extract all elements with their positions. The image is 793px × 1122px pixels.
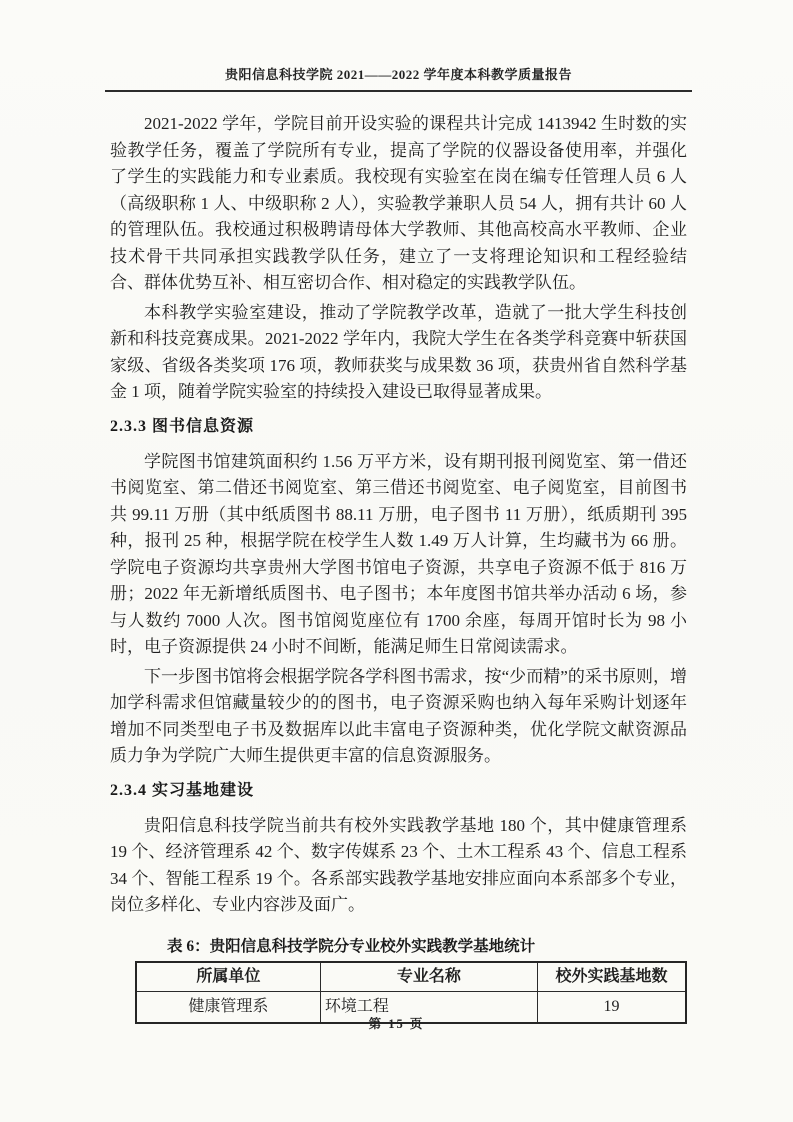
paragraph-practice-base: 贵阳信息科技学院当前共有校外实践教学基地 180 个，其中健康管理系 19 个、经济管理系 42 个、数字传媒系 23 个、土木工程系 43 个、信息工程系 34 个、智能工程系 19 个。各系部实践教学基地安排应面向本系部多个专业，岗位多样化、专业内容涉及面广。 (110, 815, 687, 914)
paragraph-library-plan: 下一步图书馆将会根据学院各学科图书需求，按“少而精”的采书原则，增加学科需求但馆藏量较少的的图书，电子资源采购也纳入每年采购计划逐年增加不同类型电子书及数据库以此丰富电子资源种类，优化学院文献资源品质力争为学院广大师生提供更丰富的信息资源服务。 (110, 666, 687, 765)
section-heading-practice-base: 2.3.4 实习基地建设 (110, 781, 255, 799)
running-header (110, 64, 687, 92)
page-number-label: 第 15 页 (368, 1017, 425, 1031)
table-block (110, 935, 687, 1024)
paragraph-lab-overview: 2021-2022 学年，学院目前开设实验的课程共计完成 1413942 生时数的实验教学任务，覆盖了学院所有专业，提高了学院的仪器设备使用率，并强化了学生的实践能力和专业素质。我校现有实验室在岗在编专任管理人员 6 人（高级职称 1 人、中级职称 2 人），实验教学兼职人员 54 人，拥有共计 60 人的管理队伍。我校通过积极聘请母体大学教师、其他高校高水平教师、企业技术骨干共同承担实践教学队任务，建立了一支将理论知识和工程经验结合、群体优势互补、相互密切合作、相对稳定的实践教学队伍。 (110, 114, 687, 292)
table-cell-base-count: 19 (538, 992, 686, 1023)
paragraph-lab-results: 本科教学实验室建设，推动了学院教学改革，造就了一批大学生科技创新和科技竞赛成果。2021-2022 学年内，我院大学生在各类学科竞赛中斩获国家级、省级各类奖项 176 项，教师获奖与成果数 36 项，获贵州省自然科学基金 1 项，随着学院实验室的持续投入建设已取得显著成果。 (110, 302, 687, 401)
table-cell-major: 环境工程 (320, 992, 537, 1023)
running-header-title: 贵阳信息科技学院 2021——2022 学年度本科教学质量报告 (224, 67, 572, 82)
paragraph-library-overview: 学院图书馆建筑面积约 1.56 万平方米，设有期刊报刊阅览室、第一借还书阅览室、第二借还书阅览室、第三借还书阅览室、电子阅览室，目前图书共 99.11 万册（其中纸质图书 88.11 万册，电子图书 11 万册），纸质期刊 395 种，报刊 25 种，根据学院在校学生人数 1.49 万人计算，生均藏书为 66 册。学院电子资源均共享贵州大学图书馆电子资源，共享电子资源不低于 816 万册；2022 年无新增纸质图书、电子图书；本年度图书馆共举办活动 6 场，参与人数约 7000 人次。图书馆阅览座位有 1700 余座，每周开馆时长为 98 小时，电子资源提供 24 小时不间断，能满足师生日常阅读需求。 (110, 451, 687, 656)
table-header-base-count: 校外实践基地数 (538, 962, 686, 992)
table-caption: 表 6：贵阳信息科技学院分专业校外实践教学基地统计 (167, 937, 536, 955)
document-body (110, 111, 687, 1024)
header-rule (105, 90, 692, 92)
table-header-major: 专业名称 (320, 962, 537, 992)
table-header-unit: 所属单位 (136, 962, 320, 992)
table-header-row (136, 962, 686, 992)
section-heading-library-resources: 2.3.3 图书信息资源 (110, 417, 255, 435)
page-footer (0, 1014, 793, 1032)
table-cell-unit: 健康管理系 (136, 992, 320, 1023)
